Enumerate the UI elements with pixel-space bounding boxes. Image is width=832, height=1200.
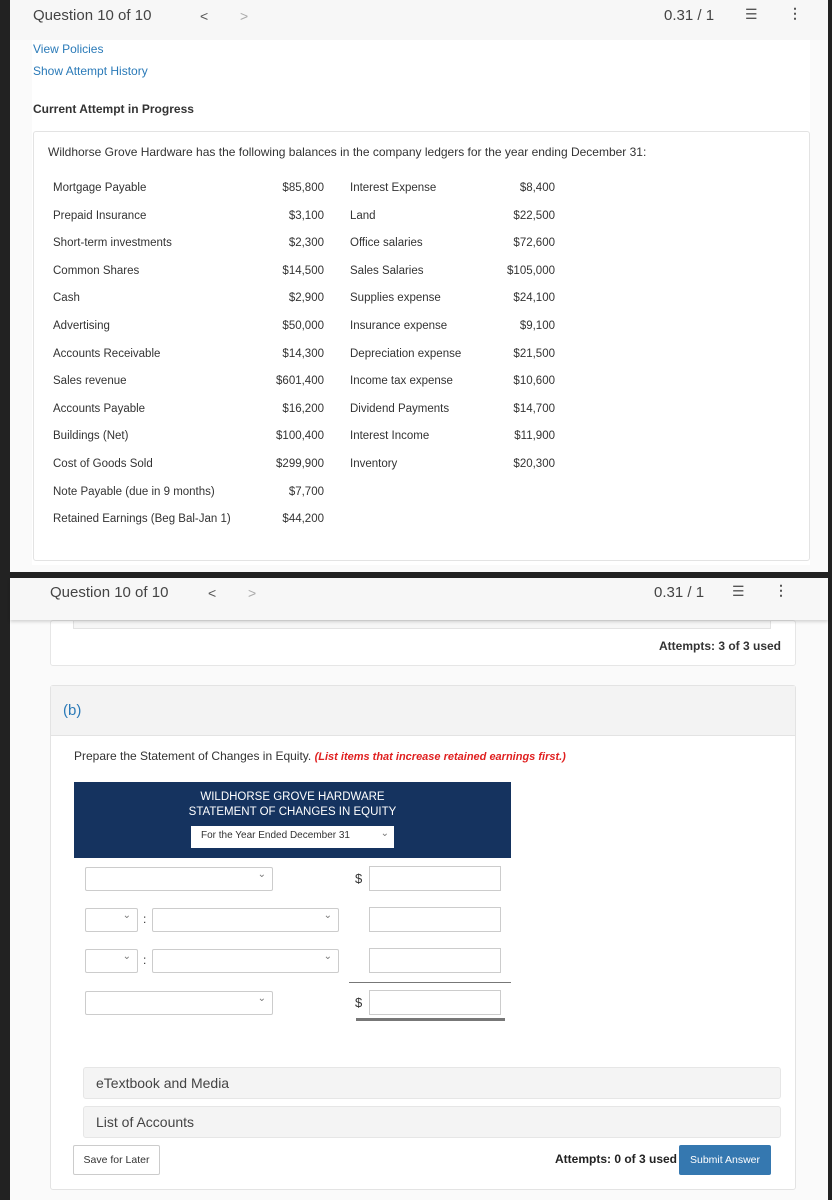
account-name: Common Shares	[53, 264, 140, 277]
row3-account-select[interactable]	[152, 949, 339, 973]
account-amount: $11,900	[514, 430, 555, 443]
account-amount: $21,500	[513, 347, 555, 360]
account-name: Interest Income	[350, 430, 430, 443]
account-name: Buildings (Net)	[53, 430, 129, 443]
account-name: Land	[350, 209, 376, 222]
account-name: Short-term investments	[53, 237, 172, 250]
submit-answer-button[interactable]: Submit Answer	[679, 1145, 771, 1175]
row2-amount-input[interactable]	[369, 907, 501, 932]
account-name: Advertising	[53, 320, 110, 332]
account-name: Income tax expense	[350, 375, 453, 388]
account-amount: $16,200	[282, 402, 324, 415]
question-header	[10, 0, 828, 40]
part-b-header	[51, 686, 795, 736]
account-name: Cost of Goods Sold	[53, 458, 153, 470]
etextbook-media[interactable]: eTextbook and Media	[83, 1067, 781, 1099]
account-amount: $9,100	[519, 320, 555, 332]
account-name: Supplies expense	[350, 292, 441, 305]
row3-prefix-select[interactable]	[85, 949, 138, 973]
part-label: (b)	[63, 702, 82, 719]
question-counter: Question 10 of 10	[50, 584, 169, 601]
account-name: Inventory	[350, 458, 398, 470]
part-a-card	[50, 620, 796, 666]
account-amount: $85,800	[282, 182, 324, 194]
question-box	[33, 131, 810, 561]
account-amount: $14,300	[282, 347, 324, 360]
account-amount: $2,900	[288, 292, 324, 305]
statement-header	[74, 782, 511, 858]
prompt	[74, 749, 566, 763]
row3-amount-input[interactable]	[369, 948, 501, 973]
account-amount: $50,000	[282, 320, 324, 332]
colon: :	[143, 912, 147, 926]
bottom-screen	[10, 578, 828, 1200]
double-underline	[356, 1018, 505, 1021]
list-of-accounts[interactable]: List of Accounts	[83, 1106, 781, 1138]
chevron-down-icon: ⌄	[380, 828, 389, 839]
account-name: Accounts Receivable	[53, 347, 161, 360]
account-amount: $10,600	[513, 375, 555, 388]
account-amount: $100,400	[276, 430, 324, 443]
view-policies-link[interactable]: View Policies	[33, 42, 104, 56]
account-amount: $14,500	[282, 264, 324, 277]
account-amount: $105,000	[507, 264, 555, 277]
account-name: Prepaid Insurance	[53, 209, 147, 222]
account-name: Sales Salaries	[350, 264, 424, 277]
attempt-status: Current Attempt in Progress	[33, 102, 194, 116]
total-amount-input[interactable]	[369, 990, 501, 1015]
instruction: (List items that increase retained earnings first.)	[314, 751, 566, 763]
row4-account-select[interactable]	[85, 991, 273, 1015]
account-name: Accounts Payable	[53, 402, 146, 415]
account-name: Mortgage Payable	[53, 182, 147, 194]
sticky-question-header	[10, 578, 828, 620]
account-amount: $601,400	[276, 375, 324, 388]
score: 0.31 / 1	[664, 7, 715, 24]
next-question-button[interactable]: >	[240, 8, 249, 24]
account-name: Insurance expense	[350, 320, 448, 332]
account-name: Note Payable (due in 9 months)	[53, 485, 215, 498]
kebab-menu-icon[interactable]: ⋮	[774, 582, 788, 598]
prev-question-button[interactable]: <	[208, 585, 217, 601]
row2-prefix-select[interactable]	[85, 908, 138, 932]
account-name: Sales revenue	[53, 375, 127, 388]
row1-account-select[interactable]	[85, 867, 273, 891]
top-screen	[10, 0, 828, 572]
period-select[interactable]	[191, 826, 394, 848]
account-name: Interest Expense	[350, 182, 437, 194]
statement-title: STATEMENT OF CHANGES IN EQUITY	[188, 806, 397, 818]
question-intro: Wildhorse Grove Hardware has the following balances in the company ledgers for the year ending December 31:	[48, 145, 647, 159]
next-question-button[interactable]: >	[248, 585, 257, 601]
dollar-sign: $	[355, 871, 363, 886]
show-attempt-history-link[interactable]: Show Attempt History	[33, 64, 148, 78]
period-value: For the Year Ended December 31	[201, 830, 350, 841]
account-name: Office salaries	[350, 237, 423, 250]
colon: :	[143, 953, 147, 967]
subtotal-line	[349, 982, 511, 983]
account-amount: $7,700	[288, 485, 324, 498]
list-icon[interactable]: ☰	[745, 6, 758, 22]
account-amount: $14,700	[513, 402, 555, 415]
save-for-later-button[interactable]: Save for Later	[73, 1145, 160, 1175]
dollar-sign: $	[355, 995, 363, 1010]
part-b-attempts: Attempts: 0 of 3 used	[555, 1152, 678, 1166]
account-amount: $299,900	[276, 458, 324, 470]
account-amount: $24,100	[513, 292, 555, 305]
account-amount: $3,100	[288, 209, 324, 222]
part-a-attempts: Attempts: 3 of 3 used	[658, 639, 781, 653]
question-counter: Question 10 of 10	[33, 7, 152, 24]
account-name: Retained Earnings (Beg Bal-Jan 1)	[53, 513, 231, 526]
account-name: Depreciation expense	[350, 347, 462, 360]
account-name: Dividend Payments	[350, 402, 450, 415]
company-name: WILDHORSE GROVE HARDWARE	[200, 791, 385, 803]
account-amount: $8,400	[519, 182, 555, 194]
account-amount: $44,200	[282, 513, 324, 526]
kebab-menu-icon[interactable]: ⋮	[788, 5, 802, 21]
score: 0.31 / 1	[654, 584, 705, 601]
row2-account-select[interactable]	[152, 908, 339, 932]
prompt-text: Prepare the Statement of Changes in Equity.	[74, 749, 312, 763]
account-amount: $20,300	[513, 458, 555, 470]
prev-question-button[interactable]: <	[200, 8, 209, 24]
account-name: Cash	[53, 292, 80, 305]
row1-amount-input[interactable]	[369, 866, 501, 891]
account-amount: $22,500	[513, 209, 555, 222]
account-amount: $2,300	[288, 237, 324, 250]
account-amount: $72,600	[513, 237, 555, 250]
list-icon[interactable]: ☰	[732, 583, 745, 599]
